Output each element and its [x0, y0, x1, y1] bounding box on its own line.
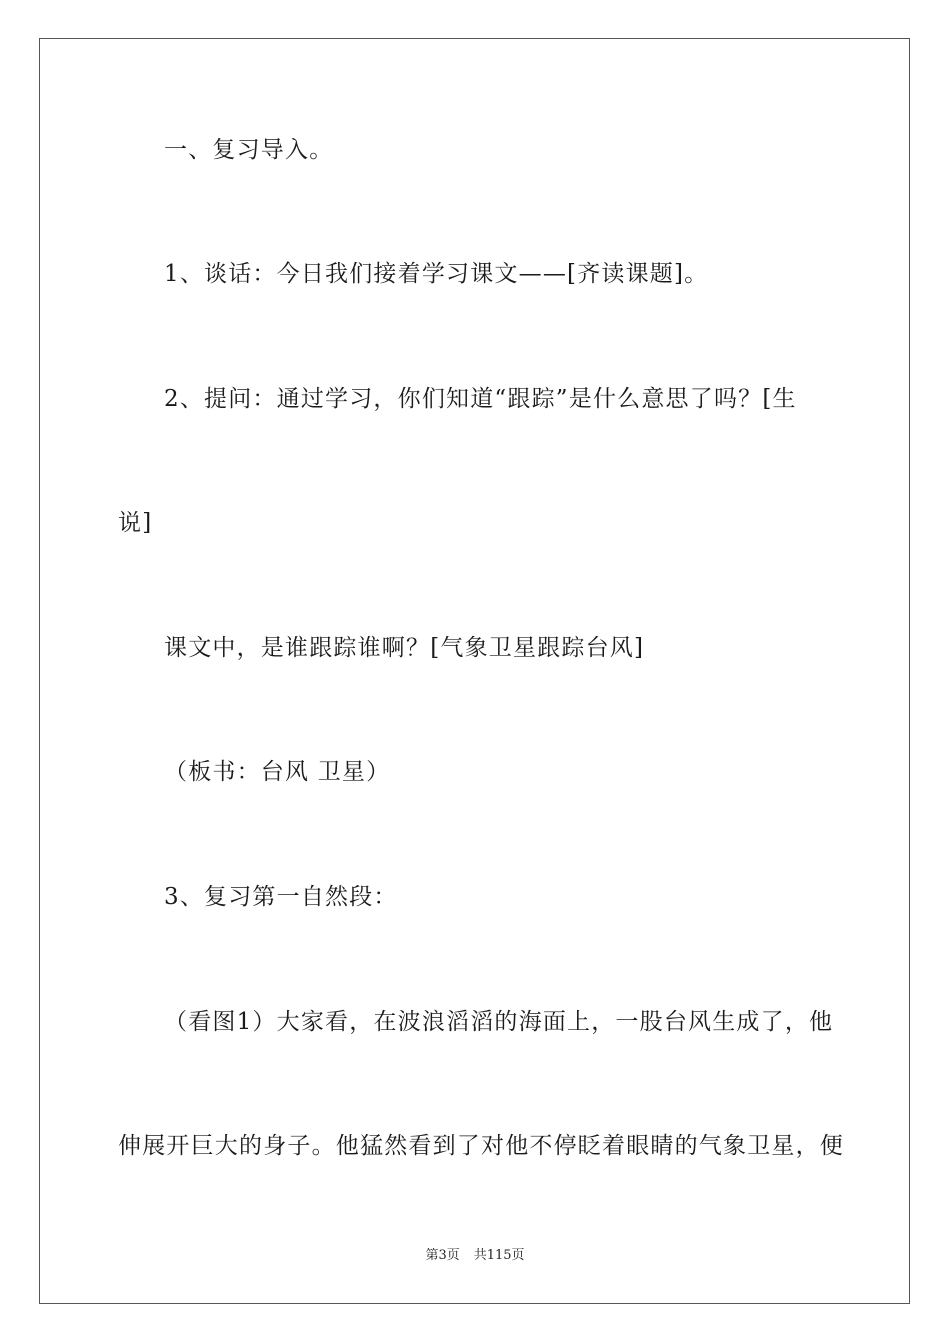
text-line-6: （板书：台风 卫星） — [164, 759, 391, 785]
text-line-1: 一、复习导入。 — [164, 137, 334, 163]
text-line-9: 伸展开巨大的身子。他猛然看到了对他不停眨着眼睛的气象卫星，便 — [118, 1133, 844, 1159]
text-line-8: （看图1）大家看，在波浪滔滔的海面上，一股台风生成了，他 — [164, 1009, 834, 1035]
text-line-5: 课文中，是谁跟踪谁啊？[气象卫星跟踪台风] — [164, 635, 645, 661]
total-pages: 共115页 — [473, 1248, 525, 1263]
page-border — [39, 38, 910, 1304]
text-line-4: 说] — [118, 510, 153, 536]
text-line-2: 1、谈话：今日我们接着学习课文——[齐读课题]。 — [164, 261, 709, 287]
text-line-7: 3、复习第一自然段： — [164, 884, 398, 910]
page-footer — [0, 1247, 950, 1265]
page-number: 第3页 — [425, 1248, 460, 1263]
text-line-3: 2、提问：通过学习，你们知道“跟踪”是什么意思了吗？[生 — [164, 386, 797, 412]
